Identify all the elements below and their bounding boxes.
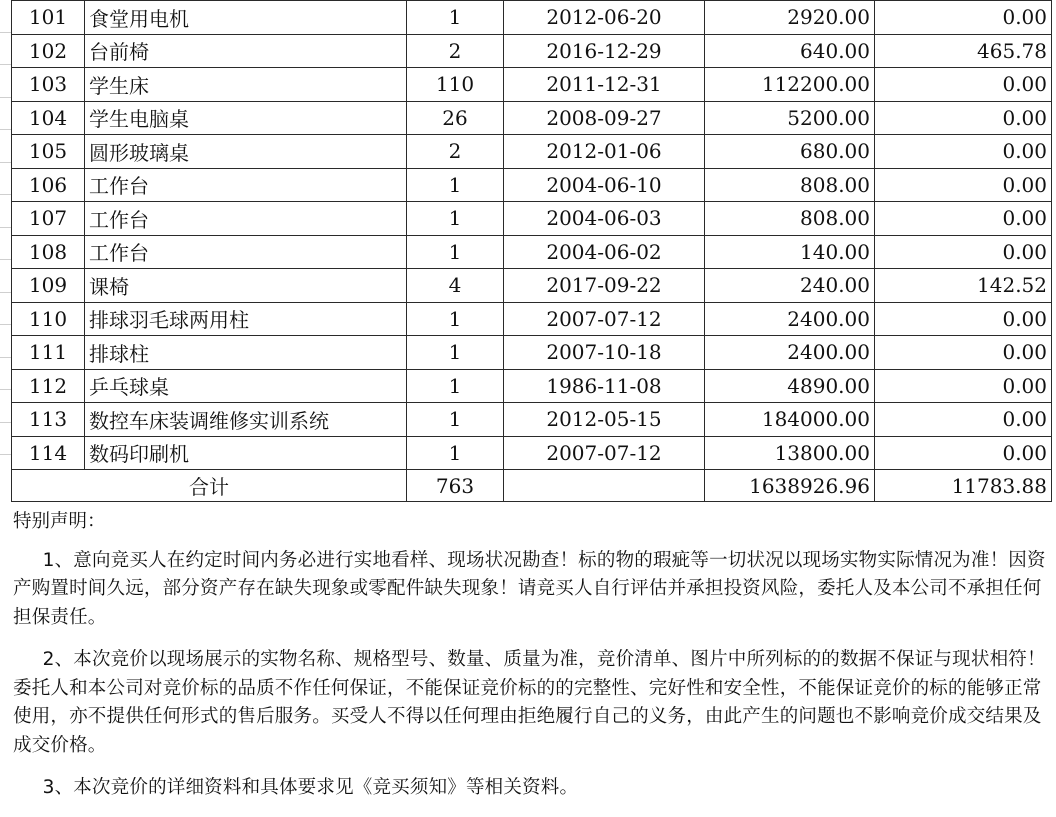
item-quantity: 2 xyxy=(407,135,504,169)
item-name: 工作台 xyxy=(85,202,407,236)
purchase-date: 2012-06-20 xyxy=(504,1,705,35)
item-name: 数码印刷机 xyxy=(85,436,407,470)
item-quantity: 110 xyxy=(407,68,504,102)
original-value: 2920.00 xyxy=(705,1,875,35)
table-row xyxy=(12,135,1052,169)
purchase-date: 2017-09-22 xyxy=(504,269,705,303)
row-number: 102 xyxy=(12,34,85,68)
purchase-date: 2016-12-29 xyxy=(504,34,705,68)
total-date-empty xyxy=(504,470,705,502)
original-value: 640.00 xyxy=(705,34,875,68)
purchase-date: 2011-12-31 xyxy=(504,68,705,102)
purchase-date: 1986-11-08 xyxy=(504,369,705,403)
table-row xyxy=(12,101,1052,135)
table-row xyxy=(12,436,1052,470)
table-row xyxy=(12,269,1052,303)
item-name: 食堂用电机 xyxy=(85,1,407,35)
row-number: 109 xyxy=(12,269,85,303)
original-value: 240.00 xyxy=(705,269,875,303)
row-gutter xyxy=(0,0,11,470)
item-name: 排球柱 xyxy=(85,336,407,370)
purchase-date: 2007-07-12 xyxy=(504,302,705,336)
original-value: 4890.00 xyxy=(705,369,875,403)
row-number: 104 xyxy=(12,101,85,135)
item-quantity: 1 xyxy=(407,403,504,437)
purchase-date: 2012-01-06 xyxy=(504,135,705,169)
total-original-value: 1638926.96 xyxy=(705,470,875,502)
purchase-date: 2012-05-15 xyxy=(504,403,705,437)
total-net-value: 11783.88 xyxy=(875,470,1052,502)
net-value: 0.00 xyxy=(875,369,1052,403)
item-quantity: 1 xyxy=(407,302,504,336)
row-number: 108 xyxy=(12,235,85,269)
item-name: 乒乓球桌 xyxy=(85,369,407,403)
original-value: 808.00 xyxy=(705,202,875,236)
net-value: 0.00 xyxy=(875,235,1052,269)
net-value: 0.00 xyxy=(875,202,1052,236)
purchase-date: 2008-09-27 xyxy=(504,101,705,135)
statement-heading: 特别声明： xyxy=(13,511,106,532)
table-row xyxy=(12,235,1052,269)
original-value: 5200.00 xyxy=(705,101,875,135)
special-statement xyxy=(13,508,1048,817)
item-name: 数控车床装调维修实训系统 xyxy=(85,403,407,437)
table-row xyxy=(12,34,1052,68)
net-value: 0.00 xyxy=(875,403,1052,437)
purchase-date: 2004-06-10 xyxy=(504,168,705,202)
row-number: 101 xyxy=(12,1,85,35)
original-value: 2400.00 xyxy=(705,336,875,370)
row-number: 114 xyxy=(12,436,85,470)
total-row xyxy=(12,470,1052,502)
original-value: 13800.00 xyxy=(705,436,875,470)
net-value: 465.78 xyxy=(875,34,1052,68)
table-row xyxy=(12,302,1052,336)
item-name: 圆形玻璃桌 xyxy=(85,135,407,169)
item-name: 排球羽毛球两用柱 xyxy=(85,302,407,336)
row-number: 107 xyxy=(12,202,85,236)
net-value: 0.00 xyxy=(875,135,1052,169)
table-row xyxy=(12,1,1052,35)
item-quantity: 1 xyxy=(407,336,504,370)
item-name: 学生床 xyxy=(85,68,407,102)
item-quantity: 1 xyxy=(407,235,504,269)
item-name: 学生电脑桌 xyxy=(85,101,407,135)
row-number: 103 xyxy=(12,68,85,102)
statement-item-2: 2、本次竞价以现场展示的实物名称、规格型号、数量、质量为准，竞价清单、图片中所列标的的数据不保证与现状相符！委托人和本公司对竞价标的品质不作任何保证，不能保证竞价标的的完整性、完好性和安全性，不能保证竞价的标的能够正常使用，亦不提供任何形式的售后服务。买受人不得以任何理由拒绝履行自己的义务，由此产生的问题也不影响竞价成交结果及成交价格。 xyxy=(13,649,1046,756)
row-number: 106 xyxy=(12,168,85,202)
row-number: 105 xyxy=(12,135,85,169)
net-value: 0.00 xyxy=(875,101,1052,135)
table-row xyxy=(12,168,1052,202)
original-value: 112200.00 xyxy=(705,68,875,102)
item-quantity: 4 xyxy=(407,269,504,303)
table-row xyxy=(12,68,1052,102)
net-value: 0.00 xyxy=(875,436,1052,470)
row-number: 111 xyxy=(12,336,85,370)
statement-item-3: 3、本次竞价的详细资料和具体要求见《竞买须知》等相关资料。 xyxy=(42,777,579,798)
net-value: 0.00 xyxy=(875,1,1052,35)
row-number: 110 xyxy=(12,302,85,336)
net-value: 0.00 xyxy=(875,168,1052,202)
item-quantity: 26 xyxy=(407,101,504,135)
item-quantity: 2 xyxy=(407,34,504,68)
item-name: 工作台 xyxy=(85,168,407,202)
purchase-date: 2004-06-02 xyxy=(504,235,705,269)
total-label: 合计 xyxy=(12,470,407,502)
original-value: 2400.00 xyxy=(705,302,875,336)
row-number: 112 xyxy=(12,369,85,403)
table-row xyxy=(12,403,1052,437)
item-name: 台前椅 xyxy=(85,34,407,68)
original-value: 140.00 xyxy=(705,235,875,269)
item-name: 课椅 xyxy=(85,269,407,303)
net-value: 0.00 xyxy=(875,302,1052,336)
asset-table xyxy=(11,0,1052,502)
item-quantity: 1 xyxy=(407,168,504,202)
original-value: 680.00 xyxy=(705,135,875,169)
total-qty: 763 xyxy=(407,470,504,502)
original-value: 184000.00 xyxy=(705,403,875,437)
item-name: 工作台 xyxy=(85,235,407,269)
net-value: 142.52 xyxy=(875,269,1052,303)
purchase-date: 2007-07-12 xyxy=(504,436,705,470)
purchase-date: 2004-06-03 xyxy=(504,202,705,236)
purchase-date: 2007-10-18 xyxy=(504,336,705,370)
statement-item-1: 1、意向竞买人在约定时间内务必进行实地看样、现场状况勘查！标的物的瑕疵等一切状况以现场实物实际情况为准！因资产购置时间久远，部分资产存在缺失现象或零配件缺失现象！请竞买人自行评估并承担投资风险，委托人及本公司不承担任何担保责任。 xyxy=(13,549,1046,628)
original-value: 808.00 xyxy=(705,168,875,202)
item-quantity: 1 xyxy=(407,202,504,236)
row-number: 113 xyxy=(12,403,85,437)
item-quantity: 1 xyxy=(407,369,504,403)
table-row xyxy=(12,202,1052,236)
table-row xyxy=(12,336,1052,370)
item-quantity: 1 xyxy=(407,436,504,470)
net-value: 0.00 xyxy=(875,336,1052,370)
item-quantity: 1 xyxy=(407,1,504,35)
net-value: 0.00 xyxy=(875,68,1052,102)
table-row xyxy=(12,369,1052,403)
